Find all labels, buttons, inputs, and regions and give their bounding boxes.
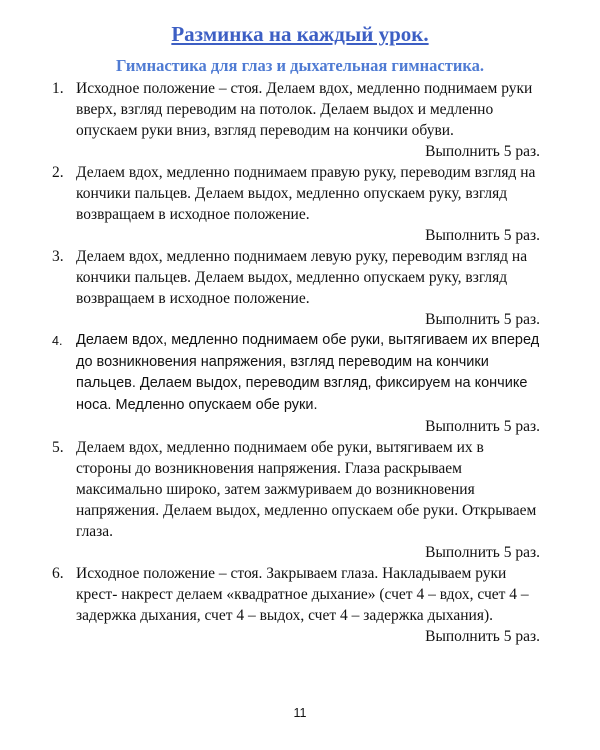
exercise-text: Делаем вдох, медленно поднимаем обе руки, вытягиваем их в стороны до возникновения напряжения. Глаза раскрываем максимально широко, затем зажмуриваем до возникновения напряжения. Делаем выдох, медленно опускаем обе руки. Открываем глаза. (76, 439, 537, 540)
exercise-text: Делаем вдох, медленно поднимаем правую руку, переводим взгляд на кончики пальцев. Делаем выдох, медленно опускаем руку, взгляд возвращаем в исходное положение. (76, 164, 536, 223)
exercise-number: 2. (52, 164, 64, 181)
exercise-text: Делаем вдох, медленно поднимаем обе руки, вытягиваем их вперед до возникновения напряжения, взгляд переводим на кончики пальцев. Делаем выдох, переводим взгляд, фиксируем на кончике носа. Медленно опускаем обе руки. (76, 332, 540, 413)
exercise-number: 4. (52, 334, 63, 348)
exercise-text: Делаем вдох, медленно поднимаем левую руку, переводим взгляд на кончики пальцев. Делаем выдох, медленно опускаем руку, взгляд возвращаем в исходное положение. (76, 248, 528, 307)
exercise-list (52, 78, 540, 647)
page-title: Разминка на каждый урок. (171, 22, 429, 46)
exercise-number: 1. (52, 80, 64, 97)
exercise-text: Исходное положение – стоя. Закрываем глаза. Накладываем руки крест- накрест делаем «квадратное дыхание» (счет 4 – вдох, счет 4 – задержка дыхания, счет 4 – выдох, счет 4 – задержка дыхания). (76, 565, 529, 624)
page-number: 11 (293, 706, 307, 720)
exercise-number: 3. (52, 248, 64, 265)
page-subtitle: Гимнастика для глаз и дыхательная гимнастика. (115, 56, 484, 75)
exercise-repeat: Выполнить 5 раз. (425, 544, 540, 561)
exercise-item-2 (52, 162, 540, 246)
exercise-item-5 (52, 437, 540, 563)
exercise-item-1 (52, 78, 540, 162)
exercise-repeat: Выполнить 5 раз. (425, 628, 540, 645)
exercise-repeat: Выполнить 5 раз. (425, 311, 540, 328)
exercise-number: 5. (52, 439, 64, 456)
exercise-repeat: Выполнить 5 раз. (425, 143, 540, 160)
exercise-repeat: Выполнить 5 раз. (425, 227, 540, 244)
exercise-text: Исходное положение – стоя. Делаем вдох, медленно поднимаем руки вверх, взгляд переводим на потолок. Делаем выдох и медленно опускаем руки вниз, взгляд переводим на кончики обуви. (76, 80, 533, 139)
exercise-item-6 (52, 563, 540, 647)
exercise-number: 6. (52, 565, 64, 582)
exercise-item-3 (52, 246, 540, 330)
exercise-item-4 (52, 330, 540, 437)
exercise-repeat: Выполнить 5 раз. (425, 418, 540, 435)
